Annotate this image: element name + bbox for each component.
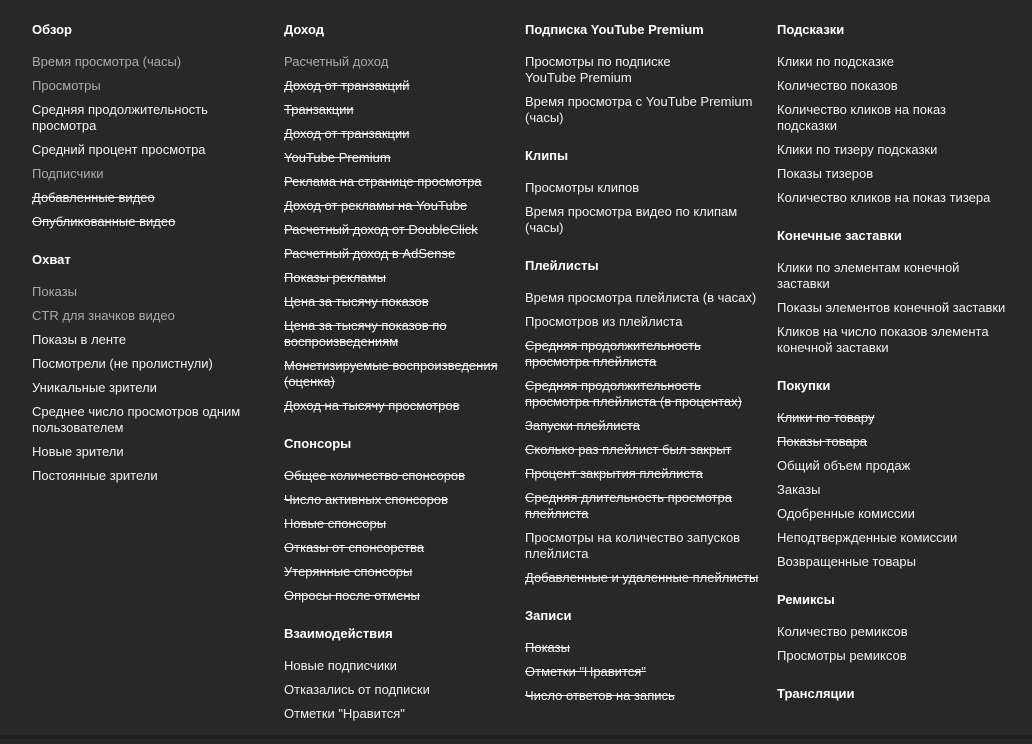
metric-group-title: Взаимодействия [284, 626, 393, 641]
metric-group [284, 22, 534, 414]
metric-option[interactable]: Подписчики [32, 166, 104, 181]
metric-option: Доход от транзакций [284, 78, 410, 93]
metric-option[interactable]: Показы в ленте [32, 332, 127, 347]
metric-option: Добавленные и удаленные плейлисты [525, 570, 759, 585]
metric-option[interactable]: Новые подписчики [284, 658, 397, 673]
metric-option[interactable]: Средняя продолжительность просмотра [32, 102, 208, 133]
metric-option[interactable]: Клики по подсказке [777, 54, 895, 69]
metric-group [525, 148, 775, 236]
metric-option: Средняя длительность просмотра плейлиста [525, 490, 732, 521]
metric-group-title: Спонсоры [284, 436, 352, 451]
metric-group [777, 378, 1027, 570]
metric-group [777, 22, 1027, 206]
metric-option: Показы товара [777, 434, 868, 449]
metric-option[interactable]: Кликов на число показов элемента конечной заставки [777, 324, 989, 355]
metric-option[interactable]: Среднее число просмотров одним пользователем [32, 404, 241, 435]
metric-option[interactable]: Средний процент просмотра [32, 142, 206, 157]
metrics-column [32, 22, 282, 506]
metric-option[interactable]: Просмотры клипов [525, 180, 640, 195]
metric-group-title: Подсказки [777, 22, 845, 37]
metric-option: YouTube Premium [284, 150, 391, 165]
metric-option[interactable]: CTR для значков видео [32, 308, 175, 323]
metric-option[interactable]: Время просмотра видео по клипам (часы) [525, 204, 738, 235]
metric-option[interactable]: Неподтвержденные комиссии [777, 530, 958, 545]
metric-option: Монетизируемые воспроизведения (оценка) [284, 358, 498, 389]
metric-option: Число активных спонсоров [284, 492, 449, 507]
metric-option[interactable]: Отметки "Нравится" [284, 706, 405, 721]
metric-option[interactable]: Время просмотра (часы) [32, 54, 182, 69]
metric-group [525, 22, 775, 126]
metric-option: Цена за тысячу показов по воспроизведениям [284, 318, 447, 349]
metric-group-title: Подписка YouTube Premium [525, 22, 704, 37]
metric-option: Транзакции [284, 102, 354, 117]
metric-option: Реклама на странице просмотра [284, 174, 482, 189]
metric-group [777, 592, 1027, 664]
metric-group [777, 228, 1027, 356]
metric-option: Добавленные видео [32, 190, 155, 205]
metrics-column [777, 22, 1027, 724]
metric-group-title: Конечные заставки [777, 228, 902, 243]
metric-option[interactable]: Просмотры ремиксов [777, 648, 907, 663]
metric-option[interactable]: Заказы [777, 482, 821, 497]
metric-option[interactable]: Расчетный доход [284, 54, 389, 69]
metric-group-title: Доход [284, 22, 324, 37]
metric-option[interactable]: Просмотров из плейлиста [525, 314, 683, 329]
metric-option: Средняя продолжительность просмотра плейлиста [525, 338, 701, 369]
metric-option[interactable]: Просмотры по подписке YouTube Premium [525, 54, 671, 85]
metric-option[interactable]: Время просмотра плейлиста (в часах) [525, 290, 757, 305]
metric-option: Доход от рекламы на YouTube [284, 198, 468, 213]
metric-option[interactable]: Одобренные комиссии [777, 506, 915, 521]
metric-option: Число ответов на запись [525, 688, 675, 703]
metric-group-title: Плейлисты [525, 258, 599, 273]
metric-option[interactable]: Клики по тизеру подсказки [777, 142, 938, 157]
metric-option: Опросы после отмены [284, 588, 420, 603]
metric-group-title: Обзор [32, 22, 72, 37]
metric-group [32, 252, 282, 484]
metric-option[interactable]: Количество ремиксов [777, 624, 908, 639]
metric-group [525, 608, 775, 704]
metric-option: Показы рекламы [284, 270, 386, 285]
metric-option[interactable]: Показы тизеров [777, 166, 874, 181]
metric-option[interactable]: Время просмотра с YouTube Premium (часы) [525, 94, 753, 125]
metric-option: Клики по товару [777, 410, 875, 425]
metric-option[interactable]: Уникальные зрители [32, 380, 157, 395]
metric-option: Опубликованные видео [32, 214, 176, 229]
metric-option[interactable]: Просмотры [32, 78, 101, 93]
metric-option: Новые спонсоры [284, 516, 387, 531]
metric-option[interactable]: Просмотры на количество запусков плейлиста [525, 530, 741, 561]
metric-group-title: Трансляции [777, 686, 855, 701]
metric-option[interactable]: Показы [32, 284, 77, 299]
metric-group-title: Охват [32, 252, 71, 267]
metric-option[interactable]: Отказались от подписки [284, 682, 430, 697]
metrics-column [525, 22, 775, 726]
metric-option[interactable]: Возвращенные товары [777, 554, 917, 569]
metric-option[interactable]: Новые зрители [32, 444, 124, 459]
metric-option: Отметки "Нравится" [525, 664, 646, 679]
metric-option[interactable]: Постоянные зрители [32, 468, 158, 483]
metric-group [32, 22, 282, 230]
metric-option: Доход на тысячу просмотров [284, 398, 460, 413]
metric-group [525, 258, 775, 586]
metric-option: Средняя продолжительность просмотра плейлиста (в процентах) [525, 378, 742, 409]
metric-option: Расчетный доход в AdSense [284, 246, 456, 261]
metric-group-title: Ремиксы [777, 592, 835, 607]
metric-option: Показы [525, 640, 570, 655]
metric-option[interactable]: Общий объем продаж [777, 458, 911, 473]
metric-option[interactable]: Показы элементов конечной заставки [777, 300, 1006, 315]
metric-option: Запуски плейлиста [525, 418, 641, 433]
metric-group [284, 436, 534, 604]
metric-option: Расчетный доход от DoubleClick [284, 222, 478, 237]
metric-option: Цена за тысячу показов [284, 294, 429, 309]
metric-option: Общее количество спонсоров [284, 468, 466, 483]
metric-option: Процент закрытия плейлиста [525, 466, 703, 481]
metric-option: Сколько раз плейлист был закрыт [525, 442, 732, 457]
metric-group-title: Клипы [525, 148, 569, 163]
metric-option[interactable]: Количество кликов на показ тизера [777, 190, 991, 205]
metric-option[interactable]: Количество показов [777, 78, 898, 93]
metric-group-title: Записи [525, 608, 572, 623]
metric-option[interactable]: Клики по элементам конечной заставки [777, 260, 960, 291]
metric-option: Доход от транзакции [284, 126, 410, 141]
metrics-column [284, 22, 534, 744]
metric-option[interactable]: Посмотрели (не пролистнули) [32, 356, 213, 371]
metric-group [284, 626, 534, 722]
metric-option: Отказы от спонсорства [284, 540, 425, 555]
metric-group-title: Покупки [777, 378, 831, 393]
metric-group [777, 686, 1027, 702]
metric-option: Утерянные спонсоры [284, 564, 413, 579]
metric-option[interactable]: Количество кликов на показ подсказки [777, 102, 946, 133]
